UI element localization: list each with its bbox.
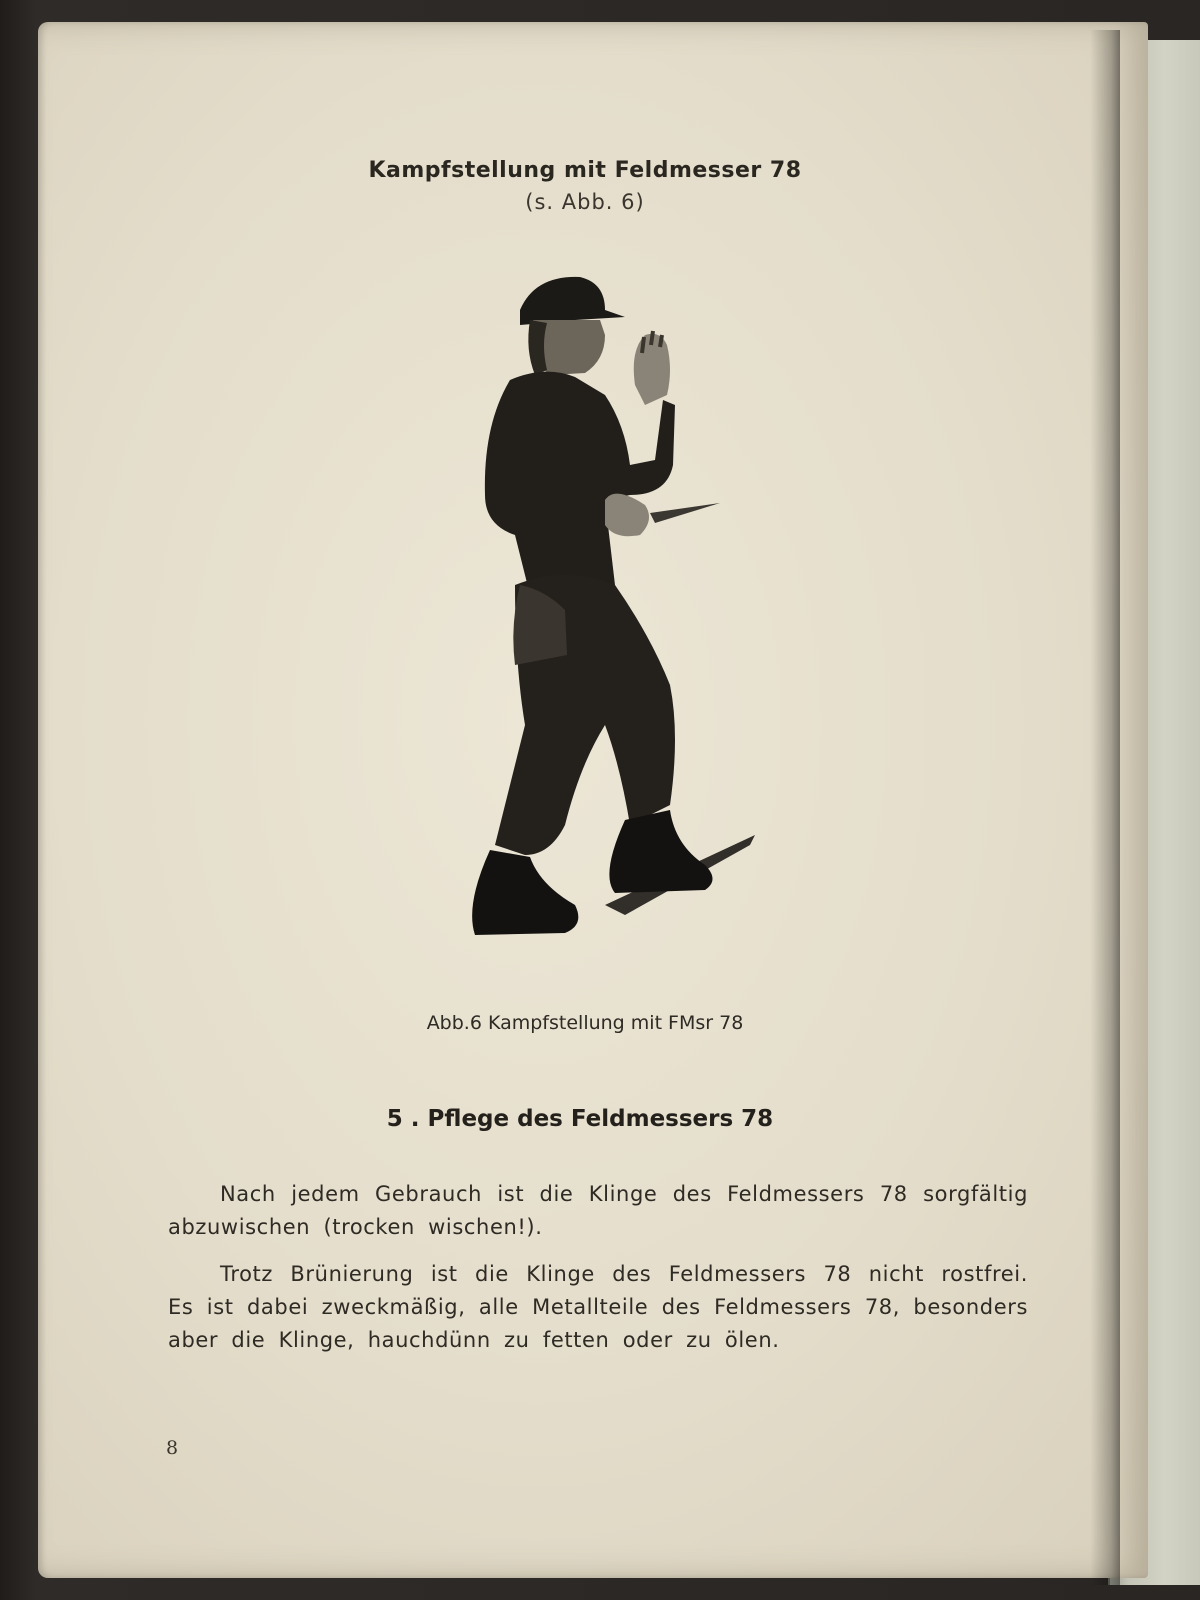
knife-hand [605, 494, 649, 537]
cap [520, 277, 625, 325]
paragraph-2 [168, 1258, 1028, 1357]
spine-shadow [1090, 30, 1120, 1585]
paragraph-2-text: Trotz Brünierung ist die Klinge des Feldmessers 78 nicht rostfrei. Es ist dabei zweckmäßig, alle Metallteile des Feldmessers 78, besonders aber die Klinge, hauchdünn zu fetten oder zu ölen. [168, 1262, 1028, 1352]
left-boot [472, 850, 578, 935]
figure-reference: (s. Abb. 6) [525, 190, 645, 214]
right-boot [609, 810, 712, 893]
knife-blade [650, 503, 720, 523]
jacket [485, 372, 675, 599]
figure-caption: Abb.6 Kampfstellung mit FMsr 78 [426, 1012, 744, 1034]
page-title: Kampfstellung mit Feldmesser 78 [368, 158, 802, 183]
paragraph-1 [168, 1178, 1028, 1244]
paragraph-1-text: Nach jedem Gebrauch ist die Klinge des Feldmessers 78 sorgfältig abzuwischen (trocken wischen!). [168, 1182, 1028, 1239]
soldier-figure-illustration [455, 265, 775, 965]
section-heading: 5 . Pflege des Feldmessers 78 [386, 1106, 774, 1132]
page-number: 8 [166, 1437, 179, 1459]
